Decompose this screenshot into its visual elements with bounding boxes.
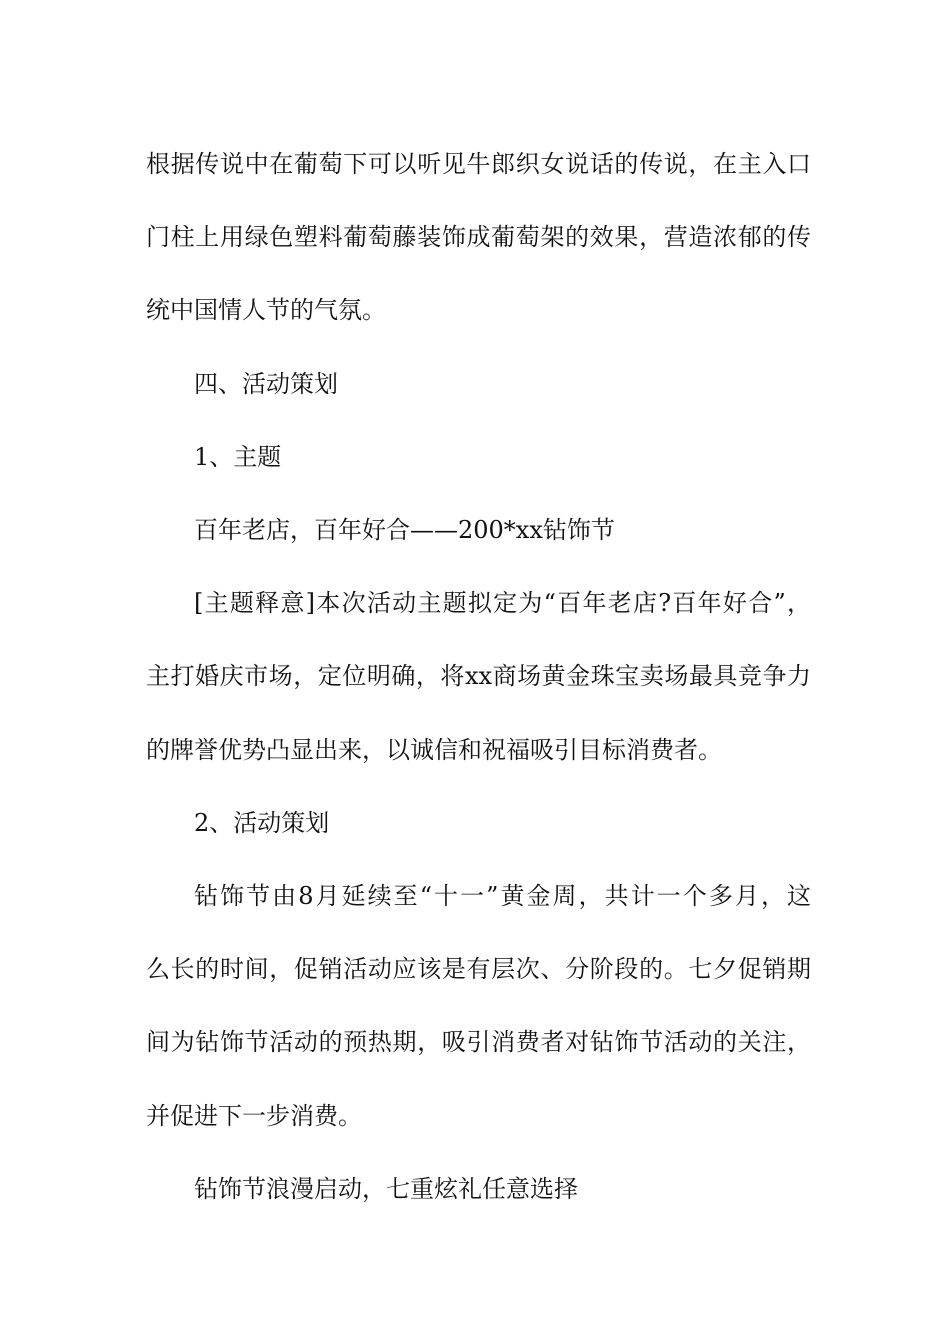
text-line: 1、主题 — [194, 442, 282, 471]
text-line: 主打婚庆市场，定位明确，将xx商场黄金珠宝卖场最具竞争力 — [146, 662, 811, 691]
paragraph-planning — [146, 860, 811, 1153]
paragraph-launch — [146, 1153, 811, 1226]
section-heading — [146, 348, 811, 421]
text-line: 钻饰节由8月延续至“十一”黄金周，共计一个多月，这 — [194, 882, 811, 911]
document-body — [146, 128, 811, 1226]
text-line: 么长的时间，促销活动应该是有层次、分阶段的。七夕促销期 — [146, 955, 811, 984]
text-line: 四、活动策划 — [194, 369, 338, 398]
text-line: 并促进下一步消费。 — [146, 1101, 362, 1130]
text-line: 2、活动策划 — [194, 808, 330, 837]
text-line: 统中国情人节的气氛。 — [146, 296, 386, 325]
text-line: 的牌誉优势凸显出来，以诚信和祝福吸引目标消费者。 — [146, 735, 722, 764]
subsection-heading-theme — [146, 421, 811, 494]
text-line: 百年老店，百年好合——200*xx钻饰节 — [194, 516, 615, 545]
paragraph-theme-explanation — [146, 567, 811, 787]
theme-title — [146, 494, 811, 567]
text-line: [主题释意]本次活动主题拟定为“百年老店?百年好合”， — [194, 589, 811, 618]
text-line: 门柱上用绿色塑料葡萄藤装饰成葡萄架的效果，营造浓郁的传 — [146, 223, 811, 252]
text-line: 根据传说中在葡萄下可以听见牛郎织女说话的传说，在主入口 — [146, 150, 811, 178]
text-line: 间为钻饰节活动的预热期，吸引消费者对钻饰节活动的关注， — [146, 1028, 811, 1057]
paragraph-decoration — [146, 128, 811, 348]
subsection-heading-planning — [146, 787, 811, 860]
text-line: 钻饰节浪漫启动，七重炫礼任意选择 — [194, 1174, 578, 1203]
